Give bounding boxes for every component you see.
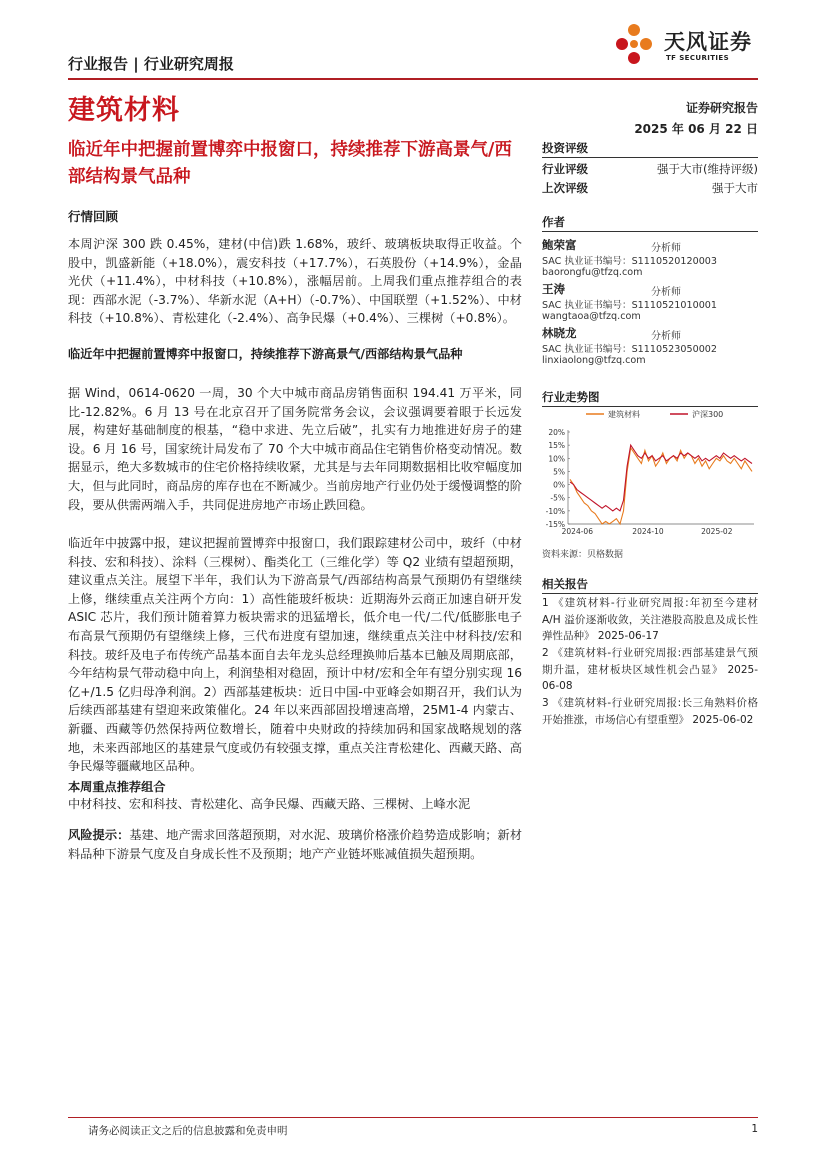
market-review-title: 行情回顾	[68, 209, 119, 224]
y-tick-label: -15%	[545, 520, 565, 529]
author-role: 分析师	[651, 331, 681, 342]
author-name: 鲍荣富	[542, 238, 577, 252]
section2-para1: 据 Wind，0614-0620 一周，30 个大中城市商品房销售面积 194.41 万平米，同比-12.82%。6 月 13 号在北京召开了国务院常务会议，会议强调要着眼于长远发展，构建好基础制度的根基，“稳中求进、先立后破”，扎实有力地推进好房子的建设。6 月 16 号，国家统计局发布了 70 个大中城市商品住宅销售价格变动情况。数据显示，绝大多数城市的住宅价格持续收紧，尤其是与去年同期数据相比收窄幅度加大，但与此同时，商品房的库存也在不断减少。当前房地产行业仍处于缓慢调整的阶段，要从供需两端入手，共同促进房地产市场止跌回稳。	[68, 386, 522, 512]
logo-text-cn: 天风证券	[664, 30, 752, 54]
author-email: baorongfu@tfzq.com	[542, 267, 643, 278]
last-rating-label: 上次评级	[542, 181, 588, 195]
logo-text-en: TF SECURITIES	[666, 54, 730, 62]
section2-para2: 临近年中披露中报，建议把握前置博弈中报窗口，我们跟踪建材公司中，玻纤（中材科技、宏和科技）、涂料（三棵树）、酯类化工（三维化学）等 Q2 业绩有望超预期，建议重点关注。展望下半年，我们认为下游高景气/西部结构高景气预期仍有望继续上修，继续重点关注两个方向：1）高性能玻纤板块：近期海外云商正加速自研开发 ASIC 芯片，我们预计随着算力板块需求的迅猛增长，低介电一代/二代/低膨胀电子布高景气预期仍有望继续上修，三代布进度有望加速，继续重点关注中材科技/宏和科技。玻纤及电子布传统产品基本面自去年龙头总经理换帅后基本已触及周期底部，今年结构景气带动稳中向上，利润垫相对稳固，预计中材/宏和全年有望分别实现 16 亿+/1.5 亿归母净利润。2）西部基建板块：近日中国-中亚峰会如期召开，我们认为后续西部基建有望迎来政策催化。24 年以来西部固投增速高增，25M1-4 内蒙古、新疆、西藏等仍然保持两位数增长，随着中央财政的持续加码和国家战略规划的落地，未来西部地区的基建景气度或仍有较强支撑，重点关注青松建化、西藏天路、高争民爆等疆藏地区品种。	[68, 536, 522, 774]
y-tick-label: 15%	[548, 441, 565, 451]
industry-rating-label: 行业评级	[542, 162, 588, 176]
report-headline: 临近年中把握前置博弈中报窗口，持续推荐下游高景气/西部结构景气品种	[68, 140, 512, 187]
author-email: linxiaolong@tfzq.com	[542, 355, 646, 366]
author-sac: SAC 执业证书编号：S1110521010001	[542, 300, 718, 311]
disclaimer-note: 请务必阅读正文之后的信息披露和免责申明	[88, 1125, 288, 1137]
last-rating-row	[542, 180, 758, 198]
author-role: 分析师	[651, 287, 681, 298]
chart-source: 资料来源：贝格数据	[542, 550, 624, 560]
related-report-item[interactable]: 2 《建筑材料-行业研究周报:西部基建景气预期升温，建材板块区域性机会凸显》 2025-06-08	[542, 647, 758, 693]
industry-trend-chart	[542, 408, 758, 538]
author-email: wangtaoa@tfzq.com	[542, 311, 641, 322]
authors-divider	[542, 231, 758, 232]
related-report-item[interactable]: 3 《建筑材料-行业研究周报:长三角熟料价格开始推涨，市场信心有望重塑》 2025-06-02	[542, 697, 758, 726]
author-role: 分析师	[651, 243, 681, 254]
y-tick-label: -5%	[550, 493, 565, 503]
portfolio-text: 中材科技、宏和科技、青松建化、高争民爆、西藏天路、三棵树、上峰水泥	[68, 797, 471, 811]
risk-content: 基建、地产需求回落超预期，对水泥、玻璃价格涨价趋势造成影响；新材料品种下游景气度及自身成长性不及预期；地产产业链坏账减值损失超预期。	[68, 828, 523, 861]
y-tick-label: -10%	[545, 506, 565, 516]
market-review-text: 本周沪深 300 跌 0.45%，建材(中信)跌 1.68%，玻纤、玻璃板块取得正收益。个股中，凯盛新能（+18.0%），震安科技（+17.7%），石英股份（+14.9%），金晶光伏（+11.4%），中材科技（+10.8%），涨幅居前。上周我们重点推荐组合的表现：西部水泥（-3.7%）、华新水泥（A+H）（-0.7%）、中国联塑（+1.52%）、中材科技（+10.8%）、青松建化（-2.4%）、高争民爆（+0.4%）、三棵树（+0.8%）。	[68, 237, 522, 326]
related-divider	[542, 593, 758, 594]
y-tick-label: 5%	[553, 467, 565, 477]
author-name: 林晓龙	[542, 326, 577, 340]
rating-title: 投资评级	[542, 141, 588, 155]
x-tick-label: 2024-10	[632, 527, 664, 536]
trend-title: 行业走势图	[542, 390, 600, 404]
portfolio-title: 本周重点推荐组合	[68, 780, 166, 794]
x-tick-label: 2024-06	[561, 527, 593, 536]
risk-label: 风险提示：	[68, 828, 130, 842]
industry-rating-row	[542, 161, 758, 179]
report-type: 行业报告 | 行业研究周报	[68, 55, 234, 73]
legend-label: 沪深300	[692, 410, 724, 419]
x-tick-label: 2025-02	[701, 527, 733, 536]
header-divider	[68, 78, 758, 80]
y-tick-label: 10%	[548, 454, 565, 464]
last-rating-value: 强于大市	[712, 181, 758, 195]
footer-divider	[68, 1117, 758, 1118]
page-number: 1	[751, 1123, 758, 1135]
report-date: 2025 年 06 月 22 日	[634, 122, 758, 136]
legend-label: 建筑材料	[608, 410, 640, 419]
trend-divider	[542, 406, 758, 407]
related-title: 相关报告	[542, 577, 588, 591]
industry-rating-value: 强于大市(维持评级)	[657, 162, 758, 176]
author-sac: SAC 执业证书编号：S1110523050002	[542, 344, 718, 355]
series-line	[570, 448, 752, 524]
industry-title: 建筑材料	[68, 95, 180, 126]
related-report-item[interactable]: 1 《建筑材料-行业研究周报:年初至今建材 A/H 溢价逐渐收敛，关注港股高股息及成长性弹性品种》 2025-06-17	[542, 597, 758, 643]
risk-text	[68, 826, 522, 863]
company-logo	[612, 22, 762, 66]
series-line	[570, 445, 752, 511]
author-name: 王涛	[542, 282, 565, 296]
section2-title: 临近年中把握前置博弈中报窗口，持续推荐下游高景气/西部结构景气品种	[68, 347, 463, 361]
y-tick-label: 20%	[548, 428, 565, 437]
doc-type: 证券研究报告	[685, 101, 758, 115]
tf-logo-icon	[612, 22, 656, 66]
rating-divider	[542, 157, 758, 158]
author-sac: SAC 执业证书编号：S1110520120003	[542, 256, 718, 267]
authors-title: 作者	[542, 215, 565, 229]
y-tick-label: 0%	[553, 480, 565, 490]
